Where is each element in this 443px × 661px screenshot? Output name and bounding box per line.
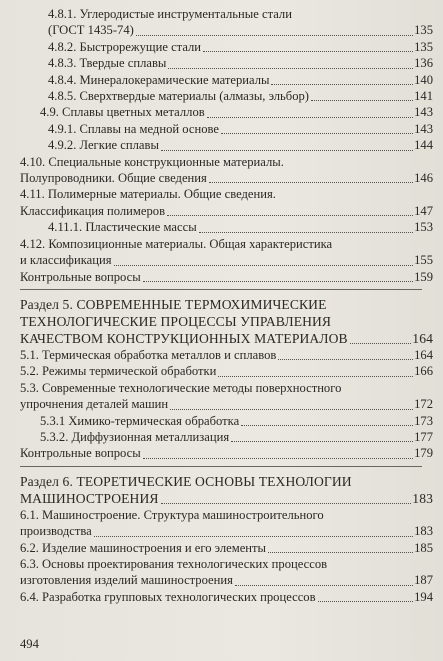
toc-entry-text: 4.9.2. Легкие сплавы	[48, 138, 159, 153]
dot-leader	[168, 68, 413, 69]
toc-entry-text: 5.1. Термическая обработка металлов и сплавов	[20, 347, 277, 362]
toc-entry[interactable]	[20, 589, 433, 605]
dot-leader	[231, 441, 413, 442]
toc-entry-text: 6.3. Основы проектирования технологических процессов	[20, 556, 328, 571]
dot-leader	[218, 376, 413, 377]
dot-leader	[318, 601, 414, 602]
toc-page-number: 146	[414, 171, 433, 186]
toc-page-number: 159	[414, 269, 433, 284]
toc-page-number: 185	[414, 540, 433, 555]
toc-entry-line	[48, 39, 433, 55]
toc-entry-text: Раздел 6. ТЕОРЕТИЧЕСКИЕ ОСНОВЫ ТЕХНОЛОГИИ	[20, 473, 352, 489]
toc-page-number: 179	[414, 446, 433, 461]
toc-page-number: 194	[414, 589, 433, 604]
toc-entry[interactable]	[20, 269, 433, 285]
toc-entry-text: 4.11.1. Пластические массы	[48, 220, 197, 235]
toc-entry-line	[48, 72, 433, 88]
toc-entry[interactable]	[20, 363, 433, 379]
toc-entry-line	[20, 396, 433, 412]
toc-entry-line	[20, 589, 433, 605]
toc-entry-line	[48, 22, 433, 38]
toc-entry-line	[20, 252, 433, 268]
dot-leader	[271, 84, 413, 85]
toc-entry[interactable]	[20, 236, 433, 269]
toc-page-number: 135	[414, 23, 433, 38]
toc-page-number: 147	[414, 203, 433, 218]
toc-page-number: 172	[414, 397, 433, 412]
toc-entry-text: 4.8.3. Твердые сплавы	[48, 56, 167, 71]
dot-leader	[278, 359, 413, 360]
toc-entry[interactable]	[20, 72, 433, 88]
toc-page-number: 135	[414, 39, 433, 54]
dot-leader	[207, 117, 413, 118]
toc-entry-text: производства	[20, 524, 92, 539]
toc-entry-line	[20, 330, 433, 347]
toc-page-number: 183	[412, 490, 433, 506]
toc-entry[interactable]	[20, 104, 433, 120]
dot-leader	[161, 503, 412, 504]
toc-entry-text: КАЧЕСТВОМ КОНСТРУКЦИОННЫХ МАТЕРИАЛОВ	[20, 330, 348, 346]
toc-entry-line	[20, 523, 433, 539]
toc-entry[interactable]	[20, 55, 433, 71]
toc-entry-text: 6.1. Машиностроение. Структура машиностроительного	[20, 507, 324, 522]
toc-entry-line	[20, 572, 433, 588]
toc-entry-line	[20, 203, 433, 219]
toc-entry[interactable]	[20, 39, 433, 55]
toc-entry-text: 6.2. Изделие машиностроения и его элементы	[20, 540, 266, 555]
toc-entry[interactable]	[20, 137, 433, 153]
toc-page-number: 177	[414, 429, 433, 444]
toc-page-number: 143	[414, 121, 433, 136]
toc-entry[interactable]	[20, 88, 433, 104]
toc-block-chapter-4	[20, 6, 433, 285]
toc-entry[interactable]	[20, 347, 433, 363]
toc-entry-text: 5.3. Современные технологические методы поверхностного	[20, 380, 342, 395]
dot-leader	[143, 458, 413, 459]
toc-entry[interactable]	[20, 540, 433, 556]
toc-page-number: 187	[414, 573, 433, 588]
dot-leader	[199, 232, 413, 233]
toc-entry-text: 6.4. Разработка групповых технологических процессов	[20, 589, 316, 604]
dot-leader	[167, 215, 413, 216]
toc-page-number: 144	[414, 138, 433, 153]
toc-page-number: 141	[414, 89, 433, 104]
toc-page-number: 164	[414, 347, 433, 362]
toc-entry-text: 4.9. Сплавы цветных металлов	[40, 105, 205, 120]
toc-entry-text: 4.8.2. Быстрорежущие стали	[48, 39, 202, 54]
toc-entry-line	[20, 445, 433, 461]
toc-entry-text: (ГОСТ 1435-74)	[48, 23, 134, 38]
toc-entry-line	[20, 490, 433, 507]
dot-leader	[203, 51, 413, 52]
page-number: 494	[20, 637, 39, 651]
section-heading[interactable]	[20, 473, 433, 507]
toc-entry[interactable]	[20, 121, 433, 137]
toc-entry-line	[40, 104, 433, 120]
toc-entry-line	[48, 121, 433, 137]
dot-leader	[221, 133, 413, 134]
toc-page-number: 143	[414, 105, 433, 120]
toc-entry-line	[20, 170, 433, 186]
dot-leader	[235, 585, 413, 586]
toc-entry[interactable]	[20, 413, 433, 429]
dot-leader	[170, 409, 413, 410]
toc-entry[interactable]	[20, 154, 433, 187]
toc-page-number: 136	[414, 56, 433, 71]
section-heading[interactable]	[20, 296, 433, 347]
toc-entry-text: 4.8.5. Сверхтвердые материалы (алмазы, эльбор)	[48, 89, 309, 104]
toc-entry-line	[40, 429, 433, 445]
toc-entry-text: Полупроводники. Общие сведения	[20, 171, 207, 186]
toc-entry-text: изготовления изделий машиностроения	[20, 573, 233, 588]
toc-entry-text: Раздел 5. СОВРЕМЕННЫЕ ТЕРМОХИМИЧЕСКИЕ	[20, 296, 327, 312]
toc-entry-line	[20, 269, 433, 285]
toc-entry[interactable]	[20, 380, 433, 413]
toc-entry-line	[40, 413, 433, 429]
toc-entry-line	[20, 540, 433, 556]
toc-entry-text: 4.12. Композиционные материалы. Общая характеристика	[20, 236, 333, 251]
toc-entry[interactable]	[20, 429, 433, 445]
toc-entry-text: ТЕХНОЛОГИЧЕСКИЕ ПРОЦЕССЫ УПРАВЛЕНИЯ	[20, 313, 332, 329]
toc-entry-text: 5.2. Режимы термической обработки	[20, 364, 217, 379]
toc-block-section-6	[20, 473, 433, 605]
toc-entry-text: упрочнения деталей машин	[20, 397, 169, 412]
toc-entry-text: 4.10. Специальные конструкционные материалы.	[20, 154, 284, 169]
toc-entry[interactable]	[20, 6, 433, 39]
toc-page-number: 183	[414, 524, 433, 539]
dot-leader	[268, 552, 413, 553]
dot-leader	[94, 536, 413, 537]
toc-page-number: 164	[412, 330, 433, 346]
toc-entry-text: 5.3.2. Диффузионная металлизация	[40, 429, 230, 444]
toc-entry-text: Классификация полимеров	[20, 203, 166, 218]
toc-page-number: 155	[414, 253, 433, 268]
toc-page-number: 153	[414, 220, 433, 235]
toc-entry[interactable]	[20, 507, 433, 540]
section-divider	[20, 466, 422, 467]
toc-entry-text: 4.9.1. Сплавы на медной основе	[48, 121, 219, 136]
toc-entry[interactable]	[20, 556, 433, 589]
toc-block-section-5	[20, 296, 433, 462]
dot-leader	[136, 35, 413, 36]
toc-entry-text: и классификация	[20, 253, 112, 268]
toc-entry-line	[20, 347, 433, 363]
toc-entry[interactable]	[20, 186, 433, 219]
toc-entry-text: Контрольные вопросы	[20, 446, 141, 461]
dot-leader	[350, 343, 412, 344]
toc-entry-text: 4.8.1. Углеродистые инструментальные стали	[48, 7, 292, 21]
toc-entry[interactable]	[20, 219, 433, 235]
dot-leader	[311, 100, 413, 101]
dot-leader	[241, 425, 413, 426]
toc-entry-line	[20, 363, 433, 379]
dot-leader	[161, 150, 413, 151]
toc-entry-line	[48, 219, 433, 235]
toc-entry-line	[48, 55, 433, 71]
toc-entry-text: 4.11. Полимерные материалы. Общие сведения.	[20, 187, 276, 202]
section-divider	[20, 289, 422, 290]
toc-entry[interactable]	[20, 445, 433, 461]
toc-entry-line	[48, 137, 433, 153]
toc-entry-text: МАШИНОСТРОЕНИЯ	[20, 490, 159, 506]
dot-leader	[143, 281, 413, 282]
toc-entry-line	[48, 88, 433, 104]
toc-entry-text: 4.8.4. Минералокерамические материалы	[48, 72, 270, 87]
toc-page-number: 173	[414, 413, 433, 428]
toc-page-number: 166	[414, 364, 433, 379]
dot-leader	[114, 265, 414, 266]
dot-leader	[209, 182, 413, 183]
toc-page-number: 140	[414, 72, 433, 87]
toc-entry-text: Контрольные вопросы	[20, 269, 141, 284]
toc-entry-text: 5.3.1 Химико-термическая обработка	[40, 413, 240, 428]
